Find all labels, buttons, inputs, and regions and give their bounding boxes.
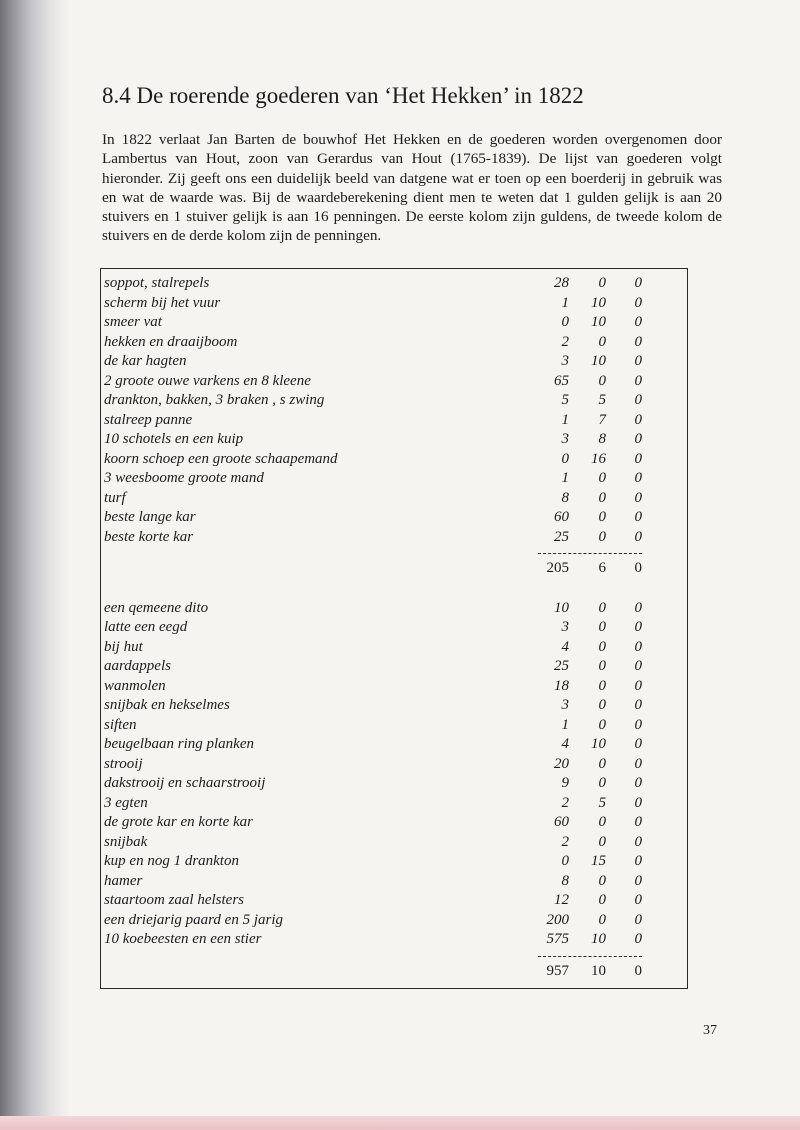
page-bottom-edge [0,1116,800,1130]
guldens-value: 4 [561,638,569,655]
guldens-value: 18 [554,677,569,694]
guldens-value: 200 [546,911,569,928]
stuivers-value: 0 [598,509,606,525]
stuivers-value: 0 [598,333,606,350]
item-name: strooij [104,755,143,772]
item-name: beste lange kar [104,509,196,525]
subtotal-penningen: 0 [634,560,642,576]
penningen-value: 0 [634,814,642,830]
guldens-value: 4 [561,736,569,752]
guldens-value: 8 [561,489,569,506]
penningen-value: 0 [634,619,642,635]
ledger-row [104,735,684,755]
stuivers-value: 0 [598,619,606,635]
item-name: stalreep panne [104,411,193,428]
guldens-value: 25 [554,528,569,545]
penningen-value: 0 [634,372,642,389]
penningen-value: 0 [634,599,642,616]
stuivers-value: 0 [598,275,606,291]
guldens-value: 3 [561,431,569,447]
stuivers-value: 10 [591,294,606,311]
guldens-value: 60 [554,814,569,830]
stuivers-value: 0 [598,775,606,791]
stuivers-value: 5 [598,392,606,408]
item-name: dakstrooij en schaarstrooij [104,775,266,791]
total-row [104,962,684,982]
ledger-row [104,372,684,392]
section-gap [104,579,684,599]
guldens-value: 3 [561,353,569,369]
total-stuivers: 10 [591,962,606,979]
item-name: snijbak [104,833,148,850]
item-name: 10 schotels en een kuip [104,431,244,447]
item-name: de kar hagten [104,353,187,369]
ledger-row [104,930,684,950]
item-name: de grote kar en korte kar [104,814,253,830]
penningen-value: 0 [634,431,642,447]
item-name: beugelbaan ring planken [104,736,254,752]
item-name: turf [104,489,126,506]
guldens-value: 10 [554,599,569,616]
stuivers-value: 0 [598,528,606,545]
penningen-value: 0 [634,314,642,330]
ledger-row [104,411,684,431]
ledger-row [104,294,684,314]
stuivers-value: 10 [591,736,606,752]
penningen-value: 0 [634,392,642,408]
guldens-value: 3 [561,697,569,713]
stuivers-value: 10 [591,931,606,947]
item-name: kup en nog 1 drankton [104,853,239,869]
stuivers-value: 0 [598,872,606,889]
guldens-value: 9 [561,775,569,791]
guldens-value: 2 [561,333,569,350]
item-name: beste korte kar [104,528,194,545]
guldens-value: 2 [561,794,569,811]
stuivers-value: 5 [598,794,606,811]
penningen-value: 0 [634,736,642,752]
ledger-row [104,391,684,411]
penningen-value: 0 [634,892,642,908]
stuivers-value: 0 [598,677,606,694]
guldens-value: 0 [561,853,569,869]
ledger-row [104,508,684,528]
stuivers-value: 0 [598,697,606,713]
ledger-row [104,469,684,489]
item-name: siften [104,716,137,733]
guldens-value: 5 [561,392,569,408]
stuivers-value: 0 [598,372,606,389]
guldens-value: 25 [554,658,569,674]
item-name: een qemeene dito [104,599,209,616]
penningen-value: 0 [634,775,642,791]
stuivers-value: 8 [598,431,606,447]
total-rule [104,950,684,962]
ledger-row [104,618,684,638]
stuivers-value: 0 [598,814,606,830]
stuivers-value: 0 [598,638,606,655]
stuivers-value: 0 [598,833,606,850]
stuivers-value: 7 [598,411,606,428]
ledger-row [104,813,684,833]
penningen-value: 0 [634,509,642,525]
penningen-value: 0 [634,658,642,674]
guldens-value: 0 [561,314,569,330]
guldens-value: 1 [561,294,569,311]
ledger-row [104,891,684,911]
subtotal-rule [104,547,684,559]
item-name: bij hut [104,638,143,655]
subtotal-row [104,559,684,579]
guldens-value: 65 [554,372,569,389]
item-name: hamer [104,872,143,889]
ledger-row [104,352,684,372]
stuivers-value: 0 [598,911,606,928]
penningen-value: 0 [634,411,642,428]
stuivers-value: 0 [598,892,606,908]
penningen-value: 0 [634,853,642,869]
item-name: latte een eegd [104,619,188,635]
total-guldens: 957 [546,962,569,979]
goods-ledger-table [100,268,688,989]
penningen-value: 0 [634,294,642,311]
ledger-row [104,872,684,892]
penningen-value: 0 [634,489,642,506]
item-name: 3 weesboome groote mand [104,470,264,486]
guldens-value: 0 [561,450,569,467]
penningen-value: 0 [634,353,642,369]
ledger-row [104,911,684,931]
guldens-value: 2 [561,833,569,850]
penningen-value: 0 [634,911,642,928]
stuivers-value: 0 [598,470,606,486]
stuivers-value: 15 [591,853,606,869]
penningen-value: 0 [634,697,642,713]
stuivers-value: 0 [598,599,606,616]
guldens-value: 575 [546,931,569,947]
stuivers-value: 16 [591,450,606,467]
stuivers-value: 10 [591,353,606,369]
ledger-row [104,677,684,697]
guldens-value: 20 [554,755,569,772]
ledger-row [104,852,684,872]
penningen-value: 0 [634,638,642,655]
stuivers-value: 0 [598,658,606,674]
penningen-value: 0 [634,794,642,811]
penningen-value: 0 [634,872,642,889]
ledger-row [104,755,684,775]
item-name: 10 koebeesten en een stier [104,931,262,947]
total-penningen: 0 [634,962,642,979]
penningen-value: 0 [634,931,642,947]
stuivers-value: 0 [598,489,606,506]
penningen-value: 0 [634,333,642,350]
stuivers-value: 0 [598,716,606,733]
item-name: 3 egten [104,794,148,811]
item-name: koorn schoep een groote schaapemand [104,450,338,467]
item-name: smeer vat [104,314,162,330]
ledger-row [104,489,684,509]
ledger-row [104,333,684,353]
ledger-row [104,450,684,470]
ledger-row [104,696,684,716]
item-name: drankton, bakken, 3 braken , s zwing [104,392,325,408]
subtotal-stuivers: 6 [598,560,606,576]
ledger-row [104,833,684,853]
guldens-value: 60 [554,509,569,525]
item-name: aardappels [104,658,171,674]
stuivers-value: 0 [598,755,606,772]
item-name: hekken en draaijboom [104,333,238,350]
page-number: 37 [703,1023,717,1038]
guldens-value: 3 [561,619,569,635]
penningen-value: 0 [634,677,642,694]
guldens-value: 12 [554,892,569,908]
item-name: scherm bij het vuur [104,294,221,311]
item-name: snijbak en hekselmes [104,697,230,713]
item-name: staartoom zaal helsters [104,892,245,908]
guldens-value: 1 [561,716,569,733]
ledger-row [104,716,684,736]
section-title: 8.4 De roerende goederen van ‘Het Hekken’ in 1822 [102,83,584,108]
ledger-section-1 [104,274,684,547]
penningen-value: 0 [634,716,642,733]
ledger-row [104,599,684,619]
guldens-value: 1 [561,470,569,486]
ledger-rows [104,274,684,981]
penningen-value: 0 [634,450,642,467]
ledger-row [104,313,684,333]
guldens-value: 28 [554,275,569,291]
ledger-row [104,528,684,548]
guldens-value: 8 [561,872,569,889]
penningen-value: 0 [634,470,642,486]
subtotal-guldens: 205 [546,560,569,576]
ledger-row [104,794,684,814]
penningen-value: 0 [634,833,642,850]
item-name: wanmolen [104,677,166,694]
penningen-value: 0 [634,528,642,545]
stuivers-value: 10 [591,314,606,330]
penningen-value: 0 [634,275,642,291]
ledger-row [104,657,684,677]
ledger-row [104,774,684,794]
item-name: soppot, stalrepels [104,275,210,291]
ledger-row [104,274,684,294]
guldens-value: 1 [561,411,569,428]
ledger-row [104,638,684,658]
item-name: 2 groote ouwe varkens en 8 kleene [104,372,311,389]
penningen-value: 0 [634,755,642,772]
intro-paragraph: In 1822 verlaat Jan Barten de bouwhof Het Hekken en de goederen worden overgenomen door Lambertus van Hout, zoon van Gerardus van Hout (1765-1839). De lijst van goederen volgt hieronder. Zij geeft ons een duidelijk beeld van datgene wat er toen op een boerderij in gebruik was en wat de waarde was. Bij de waardeberekening dient men te weten dat 1 gulden gelijk is aan 20 stuivers en 1 stuiver gelijk is aan 16 penningen. De eerste kolom zijn guldens, de tweede kolom de stuivers en de derde kolom zijn de penningen. [102,131,722,245]
ledger-row [104,430,684,450]
ledger-section-2 [104,599,684,950]
item-name: een driejarig paard en 5 jarig [104,911,284,928]
